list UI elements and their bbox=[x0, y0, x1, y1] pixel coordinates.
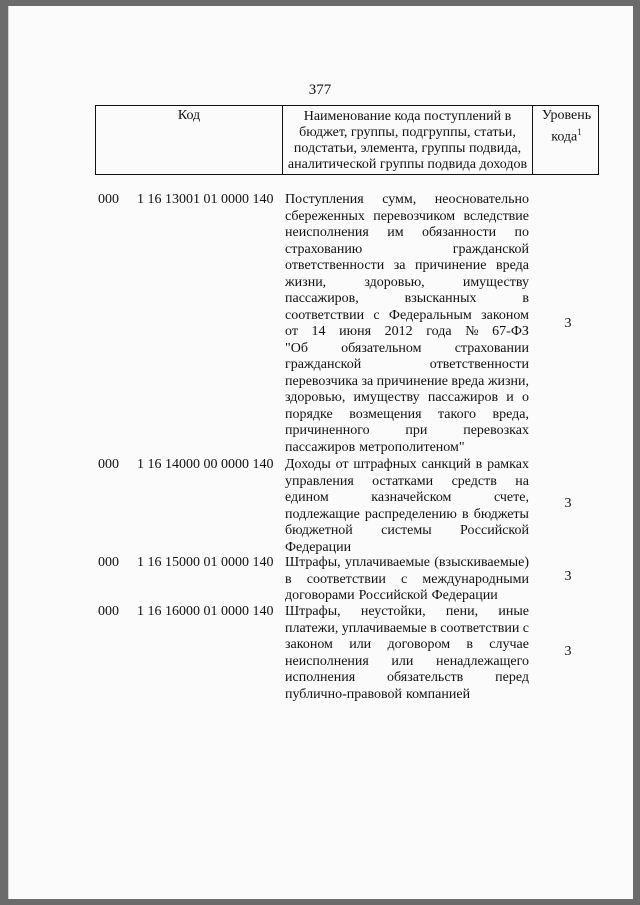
text-line: неисполнения им обязанности по bbox=[285, 225, 529, 240]
revenue-code: 1 16 13001 01 0000 140 bbox=[137, 192, 274, 207]
level-value: 3 bbox=[564, 569, 572, 584]
text-line: пассажиров, взысканных в bbox=[285, 291, 529, 306]
revenue-code: 1 16 14000 00 0000 140 bbox=[137, 457, 274, 472]
text-line: порядке возмещения такого вреда, bbox=[285, 406, 529, 422]
text-line: законом или договором в случае bbox=[285, 637, 529, 652]
header-name-line: Наименование кода поступлений в bbox=[303, 109, 512, 124]
header-level-word: кода bbox=[551, 129, 578, 145]
text-line: Штрафы, неустойки, пени, иные bbox=[285, 604, 529, 619]
footnote-mark: 1 bbox=[577, 127, 582, 137]
revenue-name bbox=[285, 555, 529, 605]
text-line: едином казначейском счете, bbox=[285, 490, 529, 505]
text-line: Штрафы, уплачиваемые (взыскиваемые) bbox=[285, 555, 529, 570]
header-name-line: подстатьи, элемента, группы подвида, bbox=[293, 141, 522, 156]
header-name-line: бюджет, группы, подгруппы, статьи, bbox=[299, 125, 516, 140]
text-line: ответственности за причинение вреда bbox=[285, 258, 529, 273]
admin-code: 000 bbox=[98, 555, 119, 570]
text-line: от 14 июня 2012 года № 67-ФЗ bbox=[285, 324, 529, 339]
admin-code: 000 bbox=[98, 457, 119, 472]
text-line: подлежащие распределению в бюджеты bbox=[285, 506, 529, 522]
text-line: страхованию гражданской bbox=[285, 241, 529, 257]
text-line: соответствии с Федеральным законом bbox=[285, 307, 529, 323]
text-line: перевозчика за причинение вреда жизни, bbox=[285, 373, 529, 389]
text-line: сбереженных перевозчиком вследствие bbox=[285, 208, 529, 224]
text-line: жизни, здоровью, имуществу bbox=[285, 274, 529, 290]
text-line: гражданской ответственности bbox=[285, 357, 529, 372]
text-line: Поступления сумм, неосновательно bbox=[285, 192, 529, 207]
level-value: 3 bbox=[564, 316, 572, 331]
text-line: Федерации bbox=[285, 539, 352, 555]
header-level-line: Уровень bbox=[541, 108, 592, 123]
text-line: "Об обязательном страховании bbox=[285, 340, 529, 356]
text-line: исполнения обязательств перед bbox=[285, 670, 529, 685]
text-line: договорами Российской Федерации bbox=[285, 588, 498, 603]
header-code: Код bbox=[96, 106, 283, 174]
revenue-code: 1 16 15000 01 0000 140 bbox=[137, 555, 274, 570]
level-value: 3 bbox=[564, 496, 572, 511]
header-level-line bbox=[533, 124, 600, 146]
text-line: Доходы от штрафных санкций в рамках bbox=[285, 457, 529, 472]
header-name bbox=[283, 106, 533, 174]
header-level bbox=[533, 106, 600, 174]
table-header bbox=[95, 105, 599, 175]
admin-code: 000 bbox=[98, 604, 119, 619]
revenue-code: 1 16 16000 01 0000 140 bbox=[137, 604, 274, 619]
text-line: здоровью, имуществу пассажиров и о bbox=[285, 390, 529, 405]
text-line: причиненного при перевозках bbox=[285, 423, 529, 438]
text-line: управления остатками средств на bbox=[285, 473, 529, 489]
revenue-name bbox=[285, 457, 529, 556]
text-line: бюджетной системы Российской bbox=[285, 523, 529, 538]
admin-code: 000 bbox=[98, 192, 119, 207]
level-value: 3 bbox=[564, 644, 572, 659]
revenue-name bbox=[285, 192, 529, 456]
text-line: неисполнения или ненадлежащего bbox=[285, 653, 529, 669]
text-line: платежи, уплачиваемые в соответствии с bbox=[285, 620, 529, 636]
text-line: пассажиров метрополитеном" bbox=[285, 439, 465, 455]
text-line: публично-правовой компанией bbox=[285, 686, 471, 702]
page-number: 377 bbox=[308, 82, 332, 98]
header-name-line: аналитической группы подвида доходов bbox=[287, 157, 528, 172]
text-line: в соответствии с международными bbox=[285, 571, 529, 587]
revenue-name bbox=[285, 604, 529, 703]
